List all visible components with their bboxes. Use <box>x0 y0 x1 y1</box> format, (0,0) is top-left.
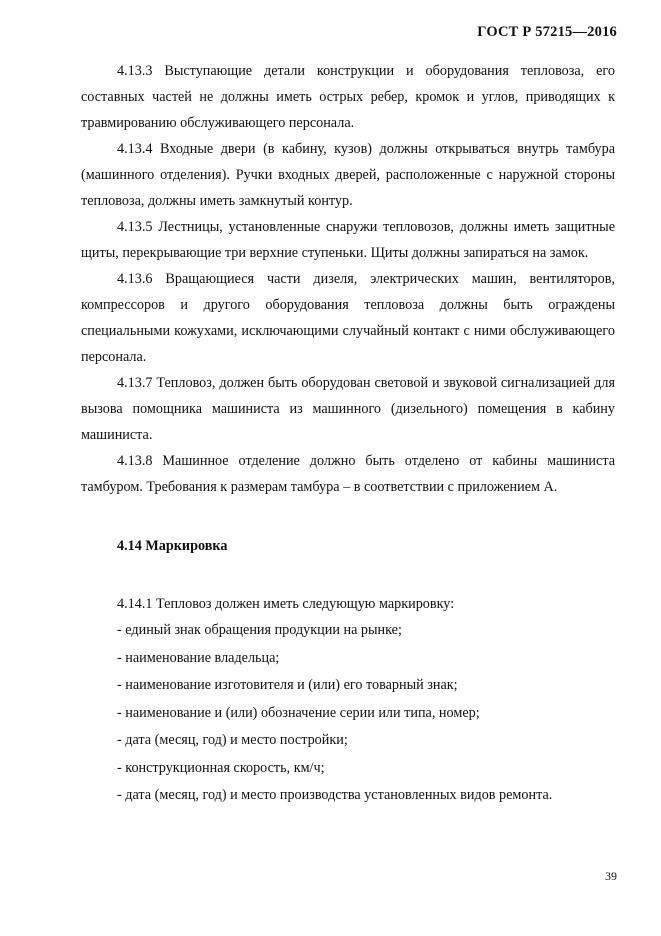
list-item: - дата (месяц, год) и место постройки; <box>117 732 348 748</box>
paragraph-4-13-6: 4.13.6 Вращающиеся части дизеля, электрических машин, вентиляторов, компрессоров и другого оборудования тепловоза должны быть ограждены специальными кожухами, исключающими случайный контакт с ними обслуживающего персонала. <box>81 271 615 365</box>
page-number: 39 <box>605 869 617 883</box>
list-intro: 4.14.1 Тепловоз должен иметь следующую маркировку: <box>117 596 455 612</box>
marking-list <box>81 617 615 810</box>
paragraph-4-13-5: 4.13.5 Лестницы, установленные снаружи тепловозов, должны иметь защитные щиты, перекрывающие три верхние ступеньки. Щиты должны запираться на замок. <box>81 219 615 261</box>
list-item: - конструкционная скорость, км/ч; <box>117 759 325 776</box>
list-item: - единый знак обращения продукции на рынке; <box>117 622 402 638</box>
section-title: 4.14 Маркировка <box>117 538 228 554</box>
document-body <box>81 58 615 810</box>
paragraph-4-13-8: 4.13.8 Машинное отделение должно быть отделено от кабины машиниста тамбуром. Требования к размерам тамбура – в соответствии с приложением А. <box>81 453 615 495</box>
list-item: - дата (месяц, год) и место производства установленных видов ремонта. <box>117 787 553 803</box>
paragraph-4-13-7: 4.13.7 Тепловоз, должен быть оборудован световой и звуковой сигнализацией для вызова помощника машиниста из машинного (дизельного) помещения в кабину машиниста. <box>81 375 615 443</box>
paragraph-4-13-3: 4.13.3 Выступающие детали конструкции и оборудования тепловоза, его составных частей не должны иметь острых ребер, кромок и углов, приводящих к травмированию обслуживающего персонала. <box>81 63 615 131</box>
document-header: ГОСТ Р 57215—2016 <box>477 24 617 40</box>
list-item: - наименование и (или) обозначение серии или типа, номер; <box>117 704 480 721</box>
list-item: - наименование владельца; <box>117 649 280 666</box>
list-item: - наименование изготовителя и (или) его товарный знак; <box>117 677 458 693</box>
paragraph-4-13-4: 4.13.4 Входные двери (в кабину, кузов) должны открываться внутрь тамбура (машинного отделения). Ручки входных дверей, расположенные с наружной стороны тепловоза, должны иметь замкнутый контур. <box>81 141 615 209</box>
